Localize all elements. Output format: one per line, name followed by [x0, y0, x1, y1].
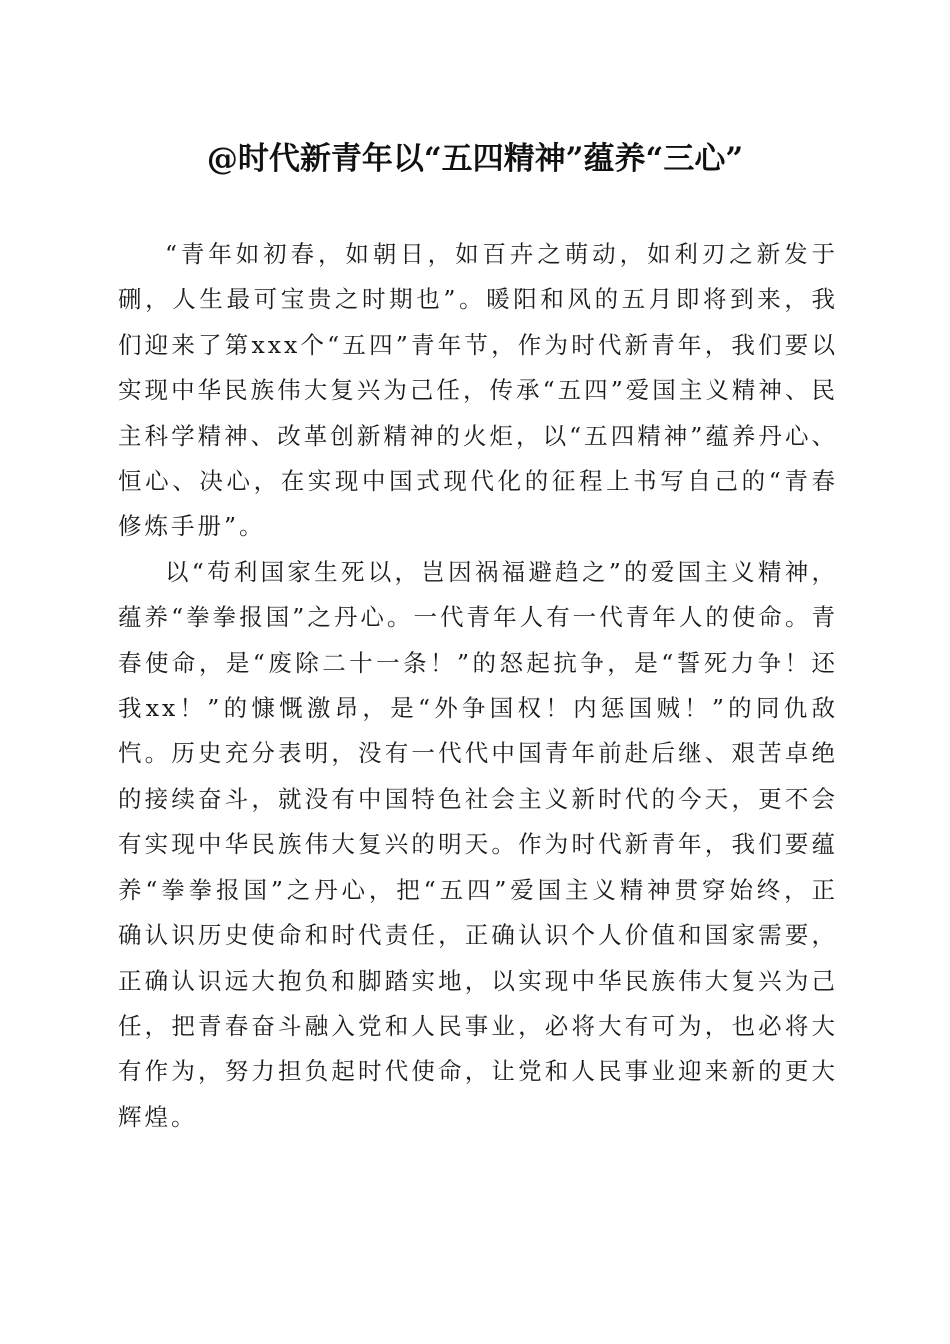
paragraph-intro: “青年如初春，如朝日，如百卉之萌动，如利刃之新发于硎，人生最可宝贵之时期也”。暖阳和风的五月即将到来，我们迎来了第xxx个“五四”青年节，作为时代新青年，我们要以实现中华民族伟大复兴为己任，传承“五四”爱国主义精神、民主科学精神、改革创新精神的火炬，以“五四精神”蕴养丹心、恒心、决心，在实现中国式现代化的征程上书写自己的“青春修炼手册”。: [118, 240, 838, 541]
document-body: [118, 232, 838, 1140]
document-title: @时代新青年以“五四精神”蕴养“三心”: [206, 141, 744, 177]
paragraph-patriotism: 以“苟利国家生死以，岂因祸福避趋之”的爱国主义精神，蕴养“拳拳报国”之丹心。一代青年人有一代青年人的使命。青春使命，是“废除二十一条！”的怒起抗争，是“誓死力争！还我xx！”的慷慨激昂，是“外争国权！内惩国贼！”的同仇敌忾。历史充分表明，没有一代代中国青年前赴后继、艰苦卓绝的接续奋斗，就没有中国特色社会主义新时代的今天，更不会有实现中华民族伟大复兴的明天。作为时代新青年，我们要蕴养“拳拳报国”之丹心，把“五四”爱国主义精神贯穿始终，正确认识历史使命和时代责任，正确认识个人价值和国家需要，正确认识远大抱负和脚踏实地，以实现中华民族伟大复兴为己任，把青春奋斗融入党和人民事业，必将大有可为，也必将大有作为，努力担负起时代使命，让党和人民事业迎来新的更大辉煌。: [118, 557, 838, 1131]
